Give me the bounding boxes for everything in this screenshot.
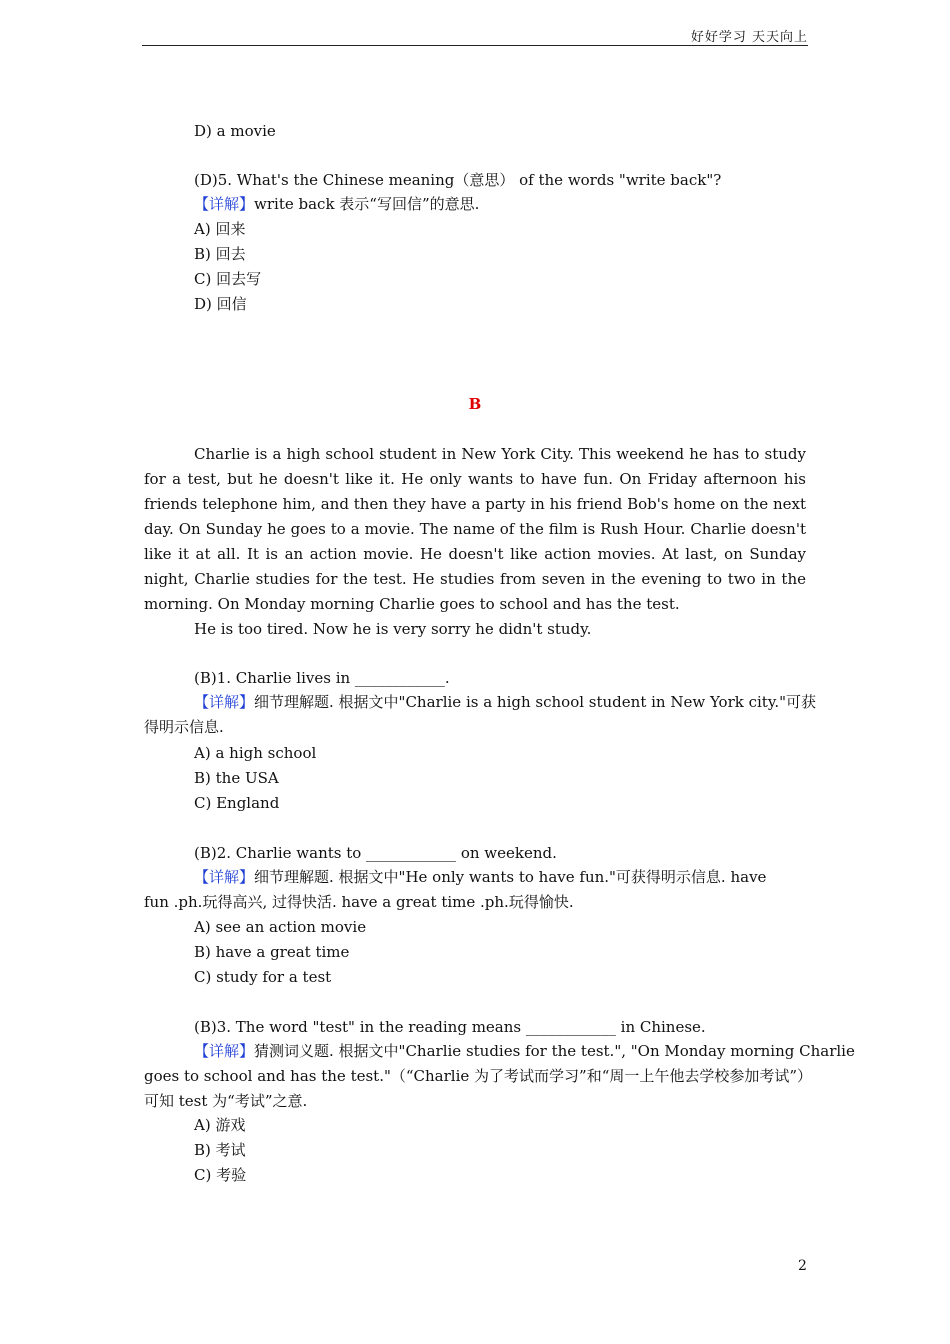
explanation-text: 细节理解题. 根据文中"Charlie is a high school student in New York city."可获 (254, 693, 816, 711)
b1-option-b: B) the USA (194, 769, 279, 787)
explanation-tag: 【详解】 (194, 693, 255, 711)
b1-option-a: A) a high school (194, 744, 317, 762)
question-5: (D)5. What's the Chinese meaning（意思） of the words "write back"? (194, 171, 722, 189)
q5-option-b: B) 回去 (194, 245, 246, 263)
question-b3: (B)3. The word "test" in the reading means ____________ in Chinese. (194, 1018, 706, 1036)
question-b3-explanation-cont-2: 可知 test 为“考试”之意. (144, 1092, 308, 1110)
header-rule (142, 45, 808, 46)
q5-option-a: A) 回来 (194, 220, 246, 238)
b3-option-a: A) 游戏 (194, 1116, 246, 1134)
question-b1-explanation-cont: 得明示信息. (144, 718, 224, 736)
question-b1: (B)1. Charlie lives in ____________. (194, 669, 450, 687)
option-d-movie: D) a movie (194, 122, 276, 140)
q5-option-c: C) 回去写 (194, 270, 262, 288)
question-b3-explanation-cont: goes to school and has the test."（“Charlie 为了考试而学习”和“周一上午他去学校参加考试”） (144, 1067, 813, 1085)
b3-option-c: C) 考验 (194, 1166, 247, 1184)
b2-option-b: B) have a great time (194, 943, 350, 961)
question-b1-explanation (194, 692, 816, 712)
question-b3-explanation (194, 1041, 855, 1061)
question-b2-explanation (194, 867, 766, 887)
b2-option-c: C) study for a test (194, 968, 332, 986)
question-b2: (B)2. Charlie wants to ____________ on weekend. (194, 844, 557, 862)
explanation-text: 猜测词义题. 根据文中"Charlie studies for the test.", "On Monday morning Charlie (254, 1042, 855, 1060)
b2-option-a: A) see an action movie (194, 918, 367, 936)
explanation-tag: 【详解】 (194, 195, 255, 213)
header-motto: 好好学习 天天向上 (690, 30, 808, 45)
passage-paragraph-2: He is too tired. Now he is very sorry he didn't study. (194, 620, 592, 638)
explanation-tag: 【详解】 (194, 1042, 255, 1060)
q5-option-d: D) 回信 (194, 295, 247, 313)
passage-paragraph-1: Charlie is a high school student in New York City. This weekend he has to study for a test, but he doesn't like it. He only wants to have fun. On Friday afternoon his friends telephone him, and then they have a party in his friend Bob's home on the next day. On Sunday he goes to a movie. The name of the film is Rush Hour. Charlie doesn't like it at all. It is an action movie. He doesn't like action movies. At last, on Sunday night, Charlie studies for the test. He studies from seven in the evening to two in the morning. On Monday morning Charlie goes to school and has the test. (144, 445, 806, 613)
question-b2-explanation-cont: fun .ph.玩得高兴, 过得快活. have a great time .ph.玩得愉快. (144, 893, 574, 911)
explanation-tag: 【详解】 (194, 868, 255, 886)
explanation-text: 细节理解题. 根据文中"He only wants to have fun."可获得明示信息. have (254, 868, 767, 886)
explanation-text: write back 表示“写回信”的意思. (254, 195, 480, 213)
page-number: 2 (798, 1258, 807, 1274)
b3-option-b: B) 考试 (194, 1141, 246, 1159)
question-5-explanation (194, 194, 479, 214)
b1-option-c: C) England (194, 794, 280, 812)
section-title: B (468, 395, 482, 413)
